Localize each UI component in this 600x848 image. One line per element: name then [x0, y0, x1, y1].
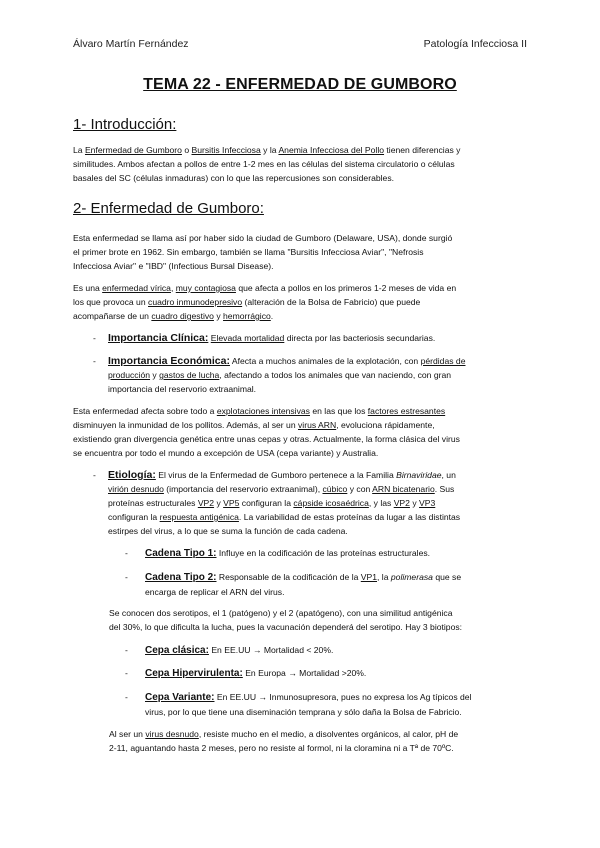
- paragraph-epidemiology: Esta enfermedad afecta sobre todo a explotaciones intensivas en las que los factores estresantes disminuyen la inmunidad de los pollitos. Además, al ser un virus ARN, evoluciona rápidamente, existiendo gran divergencia genética entre unas cepas y otras. Actualmente, la forma clásica del virus se encuentra por todo el mundo a excepción de USA (cepa variante) y Australia.: [73, 406, 460, 458]
- header-author: Álvaro Martín Fernández: [73, 38, 189, 50]
- document-page: Álvaro Martín Fernández Patología Infecciosa II TEMA 22 - ENFERMEDAD DE GUMBORO 1- Introducción: La Enfermedad de Gumboro o Bursitis Infecciosa y la Anemia Infecciosa del Pollo tienen diferencias y similitudes. Ambos afectan a pollos de entre 1-2 mes en las células del sistema circulatorio o células basales del SC (células inmaduras) con lo que las repercusiones son considerables. 2- Enfermedad de Gumboro: Esta enfermedad se llama así por haber sido la ciudad de Gumboro (Delaware, USA), donde surgió el primer brote en 1962. Sin embargo, también se llama "Bursitis Infecciosa Aviar", "Nefrosis Infecciosa Aviar" e "IBD" (Infectious Bursal Disease). Es una enfermedad vírica, muy contagiosa que afecta a pollos en los primeros 1-2 meses de vida en los que provoca un cuadro inmunodepresivo (alteración de la Bolsa de Fabricio) que puede acompañarse de un cuadro digestivo y hemorrágico. - Importancia Clínica: Elevada mortalidad directa por las bacteriosis secundarias. - Importancia Económica: Afecta a muchos animales de la explotación, con pérdidas de producción y gastos de lucha, afectando a todos los animales que van naciendo, con gran importancia del reservorio extraanimal. Esta enfermedad afecta sobre todo a explotaciones intensivas en las que los factores estresantes disminuyen la inmunidad de los pollitos. Además, al ser un virus ARN, evoluciona rápidamente, existiendo gran divergencia genética entre unas cepas y otras. Actualmente, la forma clásica del virus se encuentra por todo el mundo a excepción de USA (cepa variante) y Australia. - Etiología: El virus de la Enfermedad de Gumboro pertenece a la Familia Birnaviridae, un virión desnudo (importancia del reservorio extraanimal), cúbico y con ARN bicatenario. Sus proteínas estructurales VP2 y VP5 configuran la cápside icosaédrica, y las VP2 y VP3 configuran la respuesta antigénica. La variabilidad de estas proteínas da lugar a las distintas estirpes del virus, a lo que se suma la función de cada cadena. - Cadena Tipo 1: Influye en la codificación de las proteínas estructurales. - Cadena Tipo 2: Responsable de la codificación de la VP1, la polimerasa que se encarga de replicar el ARN del virus. Se conocen dos serotipos, el 1 (patógeno) y el 2 (apatógeno), con una similitud antigénica del 30%, lo que dificulta la lucha, pues la vacunación dependerá del serotipo. Hay 3 biotipos: - Cepa clásica: En EE.UU → Mortalidad < 20%. - Cepa Hipervirulenta: En Europa → Mortalidad >20%. - Cepa Variante: En EE.UU → Inmunosupresora, pues no expresa los Ag típicos del virus, por lo que tiene una diseminación temprana y sólo daña la Bolsa de Fabricio. Al ser un virus desnudo, resiste mucho en el medio, a disolventes orgánicos, al calor, pH de 2-11, aguantando hasta 2 meses, pero no resiste al formol, ni la cloramina ni a Tª de 70ºC.: [0, 0, 600, 848]
- gumboro-heading: 2- Enfermedad de Gumboro:: [73, 200, 264, 217]
- paragraph-origin: Esta enfermedad se llama así por haber sido la ciudad de Gumboro (Delaware, USA), donde surgió el primer brote en 1962. Sin embargo, también se llama "Bursitis Infecciosa Aviar", "Nefrosis Infecciosa Aviar" e "IBD" (Infectious Bursal Disease).: [73, 233, 453, 271]
- intro-paragraph: La Enfermedad de Gumboro o Bursitis Infecciosa y la Anemia Infecciosa del Pollo tienen diferencias y similitudes. Ambos afectan a pollos de entre 1-2 mes en las células del sistema circulatorio o células basales del SC (células inmaduras) con lo que las repercusiones son considerables.: [73, 145, 461, 183]
- paragraph-resistencia: Al ser un virus desnudo, resiste mucho en el medio, a disolventes orgánicos, al calor, pH de 2-11, aguantando hasta 2 meses, pero no resiste al formol, ni la cloramina ni a Tª de 70ºC.: [109, 729, 459, 753]
- header-subject: Patología Infecciosa II: [423, 38, 527, 50]
- page-title: TEMA 22 - ENFERMEDAD DE GUMBORO: [143, 76, 457, 93]
- intro-heading: 1- Introducción:: [73, 116, 177, 133]
- paragraph-serotipos: Se conocen dos serotipos, el 1 (patógeno) y el 2 (apatógeno), con una similitud antigénica del 30%, lo que dificulta la lucha, pues la vacunación dependerá del serotipo. Hay 3 biotipos:: [109, 608, 463, 632]
- paragraph-description: Es una enfermedad vírica, muy contagiosa que afecta a pollos en los primeros 1-2 meses de vida en los que provoca un cuadro inmunodepresivo (alteración de la Bolsa de Fabricio) que puede acompañarse de un cuadro digestivo y hemorrágico.: [73, 283, 457, 321]
